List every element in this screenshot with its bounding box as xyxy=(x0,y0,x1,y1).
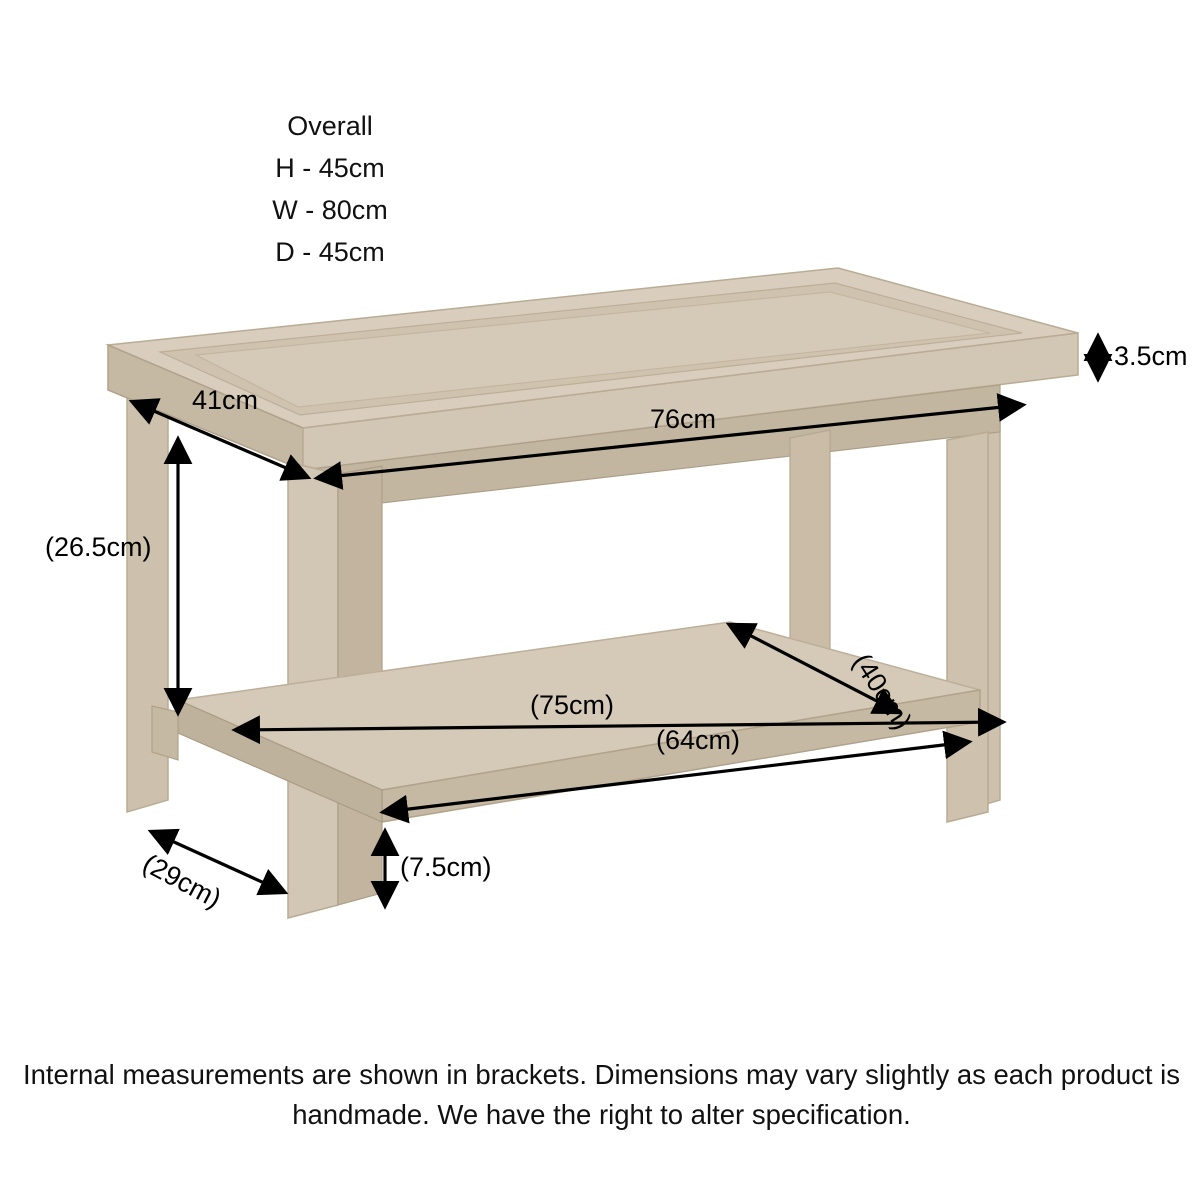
label-shelf-depth-internal: (40cm) xyxy=(846,648,918,735)
overall-height: H - 45cm xyxy=(275,153,385,183)
overall-width: W - 80cm xyxy=(272,195,388,225)
label-top-width: 76cm xyxy=(650,404,717,434)
table-drawing xyxy=(108,268,1078,918)
label-shelf-width-internal: (75cm) xyxy=(530,690,615,720)
label-base-depth-internal: (29cm) xyxy=(137,848,227,914)
footnote-text: Internal measurements are shown in brackets. Dimensions may vary slightly as each product is handmade. We have the right to alter specification. xyxy=(22,1059,1181,1130)
overall-depth: D - 45cm xyxy=(275,237,385,267)
overall-dimensions-block xyxy=(185,105,475,273)
label-top-depth: 41cm xyxy=(192,385,259,415)
label-top-thickness: 3.5cm xyxy=(1114,341,1188,371)
label-shelf-to-floor: (7.5cm) xyxy=(400,852,492,882)
overall-title: Overall xyxy=(287,111,373,141)
label-shelf-width-between-legs: (64cm) xyxy=(656,725,741,755)
label-under-top-height: (26.5cm) xyxy=(45,532,152,562)
